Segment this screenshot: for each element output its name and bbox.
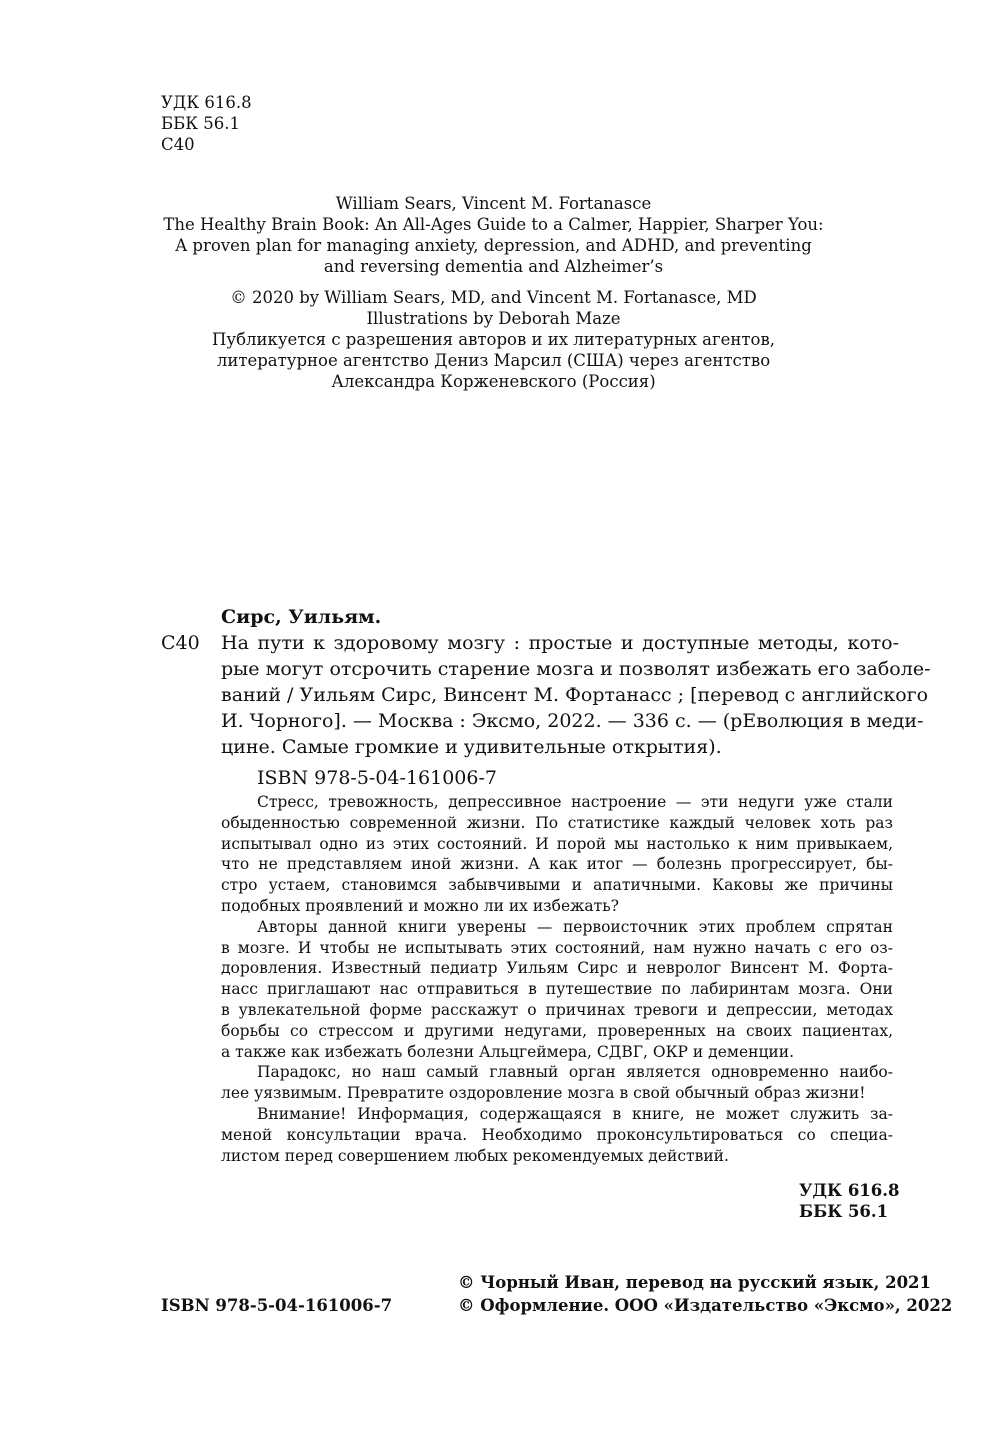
annotation-line: стро устаем, становимся забывчивыми и апатичными. Каковы же причины	[221, 876, 893, 894]
description-line: рые могут отсрочить старение мозга и позволят избежать его заболе-	[221, 658, 931, 680]
udk-code-bottom: УДК 616.8	[799, 1181, 900, 1200]
author-heading: Сирс, Уильям.	[221, 606, 382, 628]
footer-isbn: ISBN 978-5-04-161006-7	[161, 1296, 393, 1315]
annotation-line: доровления. Известный педиатр Уильям Сирс и невролог Винсент М. Форта-	[221, 959, 893, 977]
original-authors: William Sears, Vincent M. Fortanasce	[335, 194, 652, 213]
original-title-line: and reversing dementia and Alzheimer’s	[323, 257, 664, 276]
rights-line: Александра Корженевского (Россия)	[331, 372, 656, 391]
annotation-line: что не представляем иной жизни. А как итог — болезнь прогрессирует, бы-	[221, 855, 893, 873]
annotation-line: в увлекательной форме расскажут о причинах тревоги и депрессии, методах	[221, 1001, 893, 1019]
annotation-line: борьбы со стрессом и другими недугами, проверенных на своих пациентах,	[221, 1022, 893, 1040]
rights-line: © 2020 by William Sears, MD, and Vincent M. Fortanasce, MD	[230, 288, 757, 307]
rights-line: Illustrations by Deborah Maze	[366, 309, 621, 328]
original-title-line: A proven plan for managing anxiety, depression, and ADHD, and preventing	[175, 236, 812, 255]
description-line: И. Чорного]. — Москва : Эксмо, 2022. — 336 с. — (рЕволюция в меди-	[221, 710, 924, 732]
annotation-line: насс приглашают нас отправиться в путешествие по лабиринтам мозга. Они	[221, 980, 893, 998]
annotation-line: Авторы данной книги уверены — первоисточник этих проблем спрятан	[257, 918, 893, 936]
description-line: На пути к здоровому мозгу : простые и доступные методы, кото-	[221, 632, 899, 654]
copyright-line: © Чорный Иван, перевод на русский язык, 2021	[458, 1273, 932, 1292]
bbk-code-top: ББК 56.1	[161, 114, 241, 133]
annotation-line: испытывал одно из этих состояний. И порой мы настолько к ним привыкаем,	[221, 835, 893, 853]
rights-line: Публикуется с разрешения авторов и их литературных агентов,	[212, 330, 775, 349]
original-title-line: The Healthy Brain Book: An All-Ages Guide to a Calmer, Happier, Sharper You:	[163, 215, 824, 234]
annotation-line: Парадокс, но наш самый главный орган является одновременно наибо-	[257, 1063, 893, 1081]
bbk-code-bottom: ББК 56.1	[799, 1202, 889, 1221]
isbn-record: ISBN 978-5-04-161006-7	[257, 767, 497, 789]
annotation-line: подобных проявлений и можно ли их избежать?	[221, 897, 619, 915]
annotation-line: в мозге. И чтобы не испытывать этих состояний, нам нужно начать с его оз-	[221, 939, 893, 957]
udk-code-top: УДК 616.8	[161, 93, 252, 112]
annotation-line: лее уязвимым. Превратите оздоровление мозга в свой обычный образ жизни!	[221, 1084, 866, 1102]
annotation-line: обыденностью современной жизни. По статистике каждый человек хоть раз	[221, 814, 893, 832]
rights-line: литературное агентство Дениз Марсил (США) через агентство	[216, 351, 771, 370]
annotation-line: а также как избежать болезни Альцгеймера, СДВГ, ОКР и деменции.	[221, 1043, 795, 1061]
annotation-line: листом перед совершением любых рекомендуемых действий.	[221, 1147, 729, 1165]
annotation-line: Стресс, тревожность, депрессивное настроение — эти недуги уже стали	[257, 793, 893, 811]
copyright-line: © Оформление. ООО «Издательство «Эксмо», 2022	[458, 1296, 953, 1315]
author-mark: С40	[161, 632, 200, 654]
annotation-line: меной консультации врача. Необходимо проконсультироваться со специа-	[221, 1126, 893, 1144]
description-line: цине. Самые громкие и удивительные открытия).	[221, 736, 722, 758]
description-line: ваний / Уильям Сирс, Винсент М. Фортанасс ; [перевод с английского	[221, 684, 929, 706]
annotation-line: Внимание! Информация, содержащаяся в книге, не может служить за-	[257, 1105, 893, 1123]
author-mark-top: С40	[161, 135, 195, 154]
